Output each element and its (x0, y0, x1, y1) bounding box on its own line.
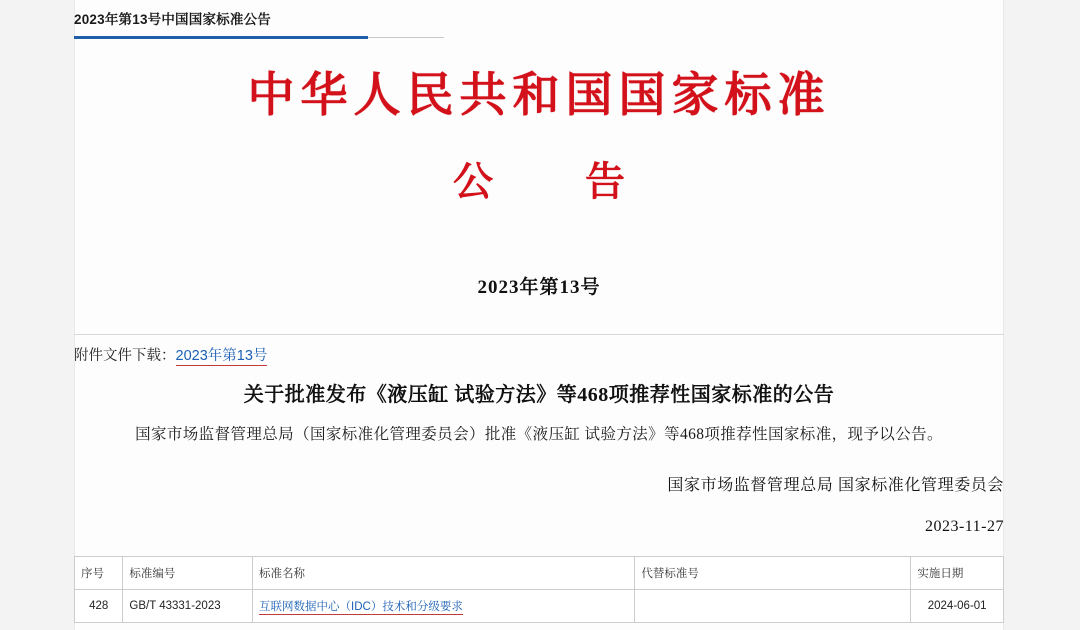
cell-date: 2024-06-01 (911, 590, 1004, 623)
page-subtitle: 公 告 (453, 159, 651, 204)
column-header-name: 标准名称 (253, 557, 635, 590)
issuing-authority: 国家市场监督管理总局 国家标准化管理委员会 (667, 477, 1004, 494)
standard-name-link[interactable]: 互联网数据中心（IDC）技术和分级要求 (259, 601, 463, 613)
attachment-download-link[interactable]: 2023年第13号 (175, 348, 268, 364)
column-header-seq: 序号 (75, 557, 123, 590)
column-header-code: 标准编号 (123, 557, 253, 590)
page-edge-left (0, 0, 75, 630)
cell-seq: 428 (75, 590, 123, 623)
attachment-label: 附件文件下载： (74, 348, 176, 364)
cell-name (253, 590, 635, 623)
column-header-replaces: 代替标准号 (635, 557, 911, 590)
issue-date: 2023-11-27 (924, 518, 1004, 535)
document-tab-label[interactable]: 2023年第13号中国国家标准公告 (74, 12, 271, 27)
cell-code: GB/T 43331-2023 (123, 590, 253, 623)
notice-title: 关于批准发布《液压缸 试验方法》等468项推荐性国家标准的公告 (243, 384, 835, 406)
document-content (74, 0, 1004, 630)
tab-underline-tail (368, 37, 444, 38)
page-title: 中华人民共和国国家标准 (247, 70, 831, 122)
tab-underline (74, 36, 368, 39)
issue-number: 2023年第13号 (477, 277, 601, 298)
table-row (75, 590, 1004, 623)
page-edge-right (1003, 0, 1080, 630)
cell-replaces (635, 590, 911, 623)
column-header-date: 实施日期 (911, 557, 1004, 590)
attachment-line (74, 344, 267, 365)
notice-body: 国家市场监督管理总局（国家标准化管理委员会）批准《液压缸 试验方法》等468项推荐性国家标准，现予以公告。 (135, 426, 943, 443)
table-header-row (75, 557, 1004, 590)
section-divider (74, 334, 1004, 335)
standards-table (74, 556, 1004, 623)
